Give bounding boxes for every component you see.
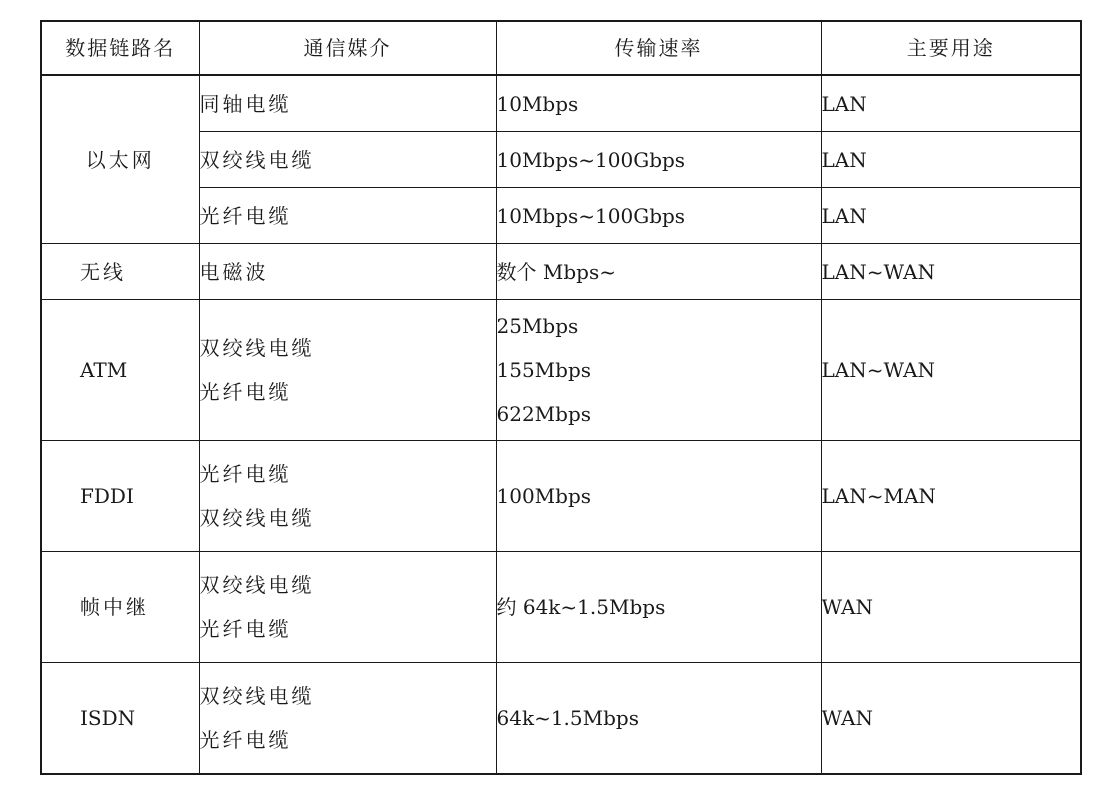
cell-rate <box>496 188 821 244</box>
cell-medium <box>199 244 496 300</box>
rate-line: 10Mbps~100Gbps <box>496 147 686 172</box>
table-row <box>41 244 1081 300</box>
medium-line: 光纤电缆 <box>199 203 292 228</box>
cell-rate <box>496 132 821 188</box>
rate-line: 155Mbps <box>496 358 592 382</box>
rate-line: 10Mbps <box>496 91 579 116</box>
medium-line: 光纤电缆 <box>199 380 292 404</box>
cell-use: LAN <box>821 132 1081 188</box>
medium-line: 同轴电缆 <box>199 91 292 116</box>
medium-line: 双绞线电缆 <box>199 506 315 530</box>
header-rate: 传输速率 <box>496 21 821 75</box>
data-link-table <box>40 20 1082 775</box>
cell-use: WAN <box>821 663 1081 775</box>
cell-medium <box>199 552 496 663</box>
medium-line: 双绞线电缆 <box>199 147 315 172</box>
cell-use: LAN <box>821 75 1081 132</box>
table-row <box>41 552 1081 663</box>
cell-name: 无线 <box>41 244 199 300</box>
header-use: 主要用途 <box>821 21 1081 75</box>
cell-name: ISDN <box>41 663 199 775</box>
medium-line: 光纤电缆 <box>199 728 292 752</box>
medium-line: 电磁波 <box>199 259 269 284</box>
cell-rate <box>496 441 821 552</box>
header-row <box>41 21 1081 75</box>
medium-line: 双绞线电缆 <box>199 336 315 360</box>
cell-use: LAN~WAN <box>821 300 1081 441</box>
cell-rate <box>496 663 821 775</box>
table-row <box>41 300 1081 441</box>
rate-line: 622Mbps <box>496 402 592 426</box>
cell-use: LAN~WAN <box>821 244 1081 300</box>
table-row <box>41 441 1081 552</box>
cell-medium <box>199 132 496 188</box>
cell-name: ATM <box>41 300 199 441</box>
medium-line: 双绞线电缆 <box>199 684 315 708</box>
rate-line: 约 64k~1.5Mbps <box>496 595 666 619</box>
cell-rate <box>496 552 821 663</box>
rate-line: 10Mbps~100Gbps <box>496 203 686 228</box>
rate-line: 64k~1.5Mbps <box>496 706 639 730</box>
header-data-link-name: 数据链路名 <box>41 21 199 75</box>
cell-medium <box>199 75 496 132</box>
cell-rate <box>496 75 821 132</box>
table-row <box>41 75 1081 132</box>
rate-line: 25Mbps <box>496 314 579 338</box>
rate-line: 100Mbps <box>496 484 592 508</box>
medium-line: 双绞线电缆 <box>199 573 315 597</box>
cell-use: LAN~MAN <box>821 441 1081 552</box>
rate-line: 数个 Mbps~ <box>496 259 616 284</box>
cell-name: 帧中继 <box>41 552 199 663</box>
table-row <box>41 663 1081 775</box>
medium-line: 光纤电缆 <box>199 462 292 486</box>
cell-use: WAN <box>821 552 1081 663</box>
cell-name: FDDI <box>41 441 199 552</box>
header-medium: 通信媒介 <box>199 21 496 75</box>
cell-medium <box>199 188 496 244</box>
cell-rate <box>496 300 821 441</box>
cell-name: 以太网 <box>41 75 199 244</box>
cell-use: LAN <box>821 188 1081 244</box>
medium-line: 光纤电缆 <box>199 617 292 641</box>
cell-medium <box>199 441 496 552</box>
cell-rate <box>496 244 821 300</box>
cell-medium <box>199 663 496 775</box>
cell-medium <box>199 300 496 441</box>
